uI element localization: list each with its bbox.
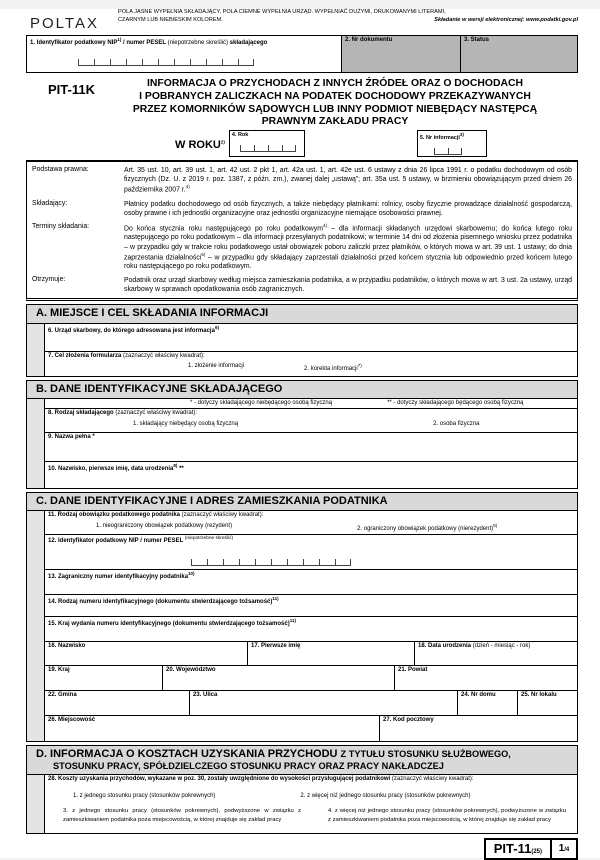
field-11-label: 11. Rodzaj obowiązku podatkowego podatnika (zaznaczyć właściwy kwadrat): [48,511,264,518]
option-koszty-1[interactable]: 1. z jednego stosunku pracy (stosunków pokrewnych) [73,792,216,799]
legal-label: Otrzymuje: [32,276,66,284]
section-d-title [27,746,577,775]
field-2-nr-dokumentu [342,36,461,72]
filling-instructions [118,9,578,24]
field-9-nazwa-pelna[interactable] [45,433,577,462]
option-osoba-fizyczna[interactable]: 2. osoba fizyczna [433,420,480,427]
field-15-label: 15. Kraj wydania numeru identyfikacyjnego (dokumentu stwierdzającego tożsamość)$^{11)}$ [48,617,296,627]
section-d [26,745,578,834]
field-1-nip-pesel[interactable] [27,36,342,72]
note-double-asterisk: ** - dotyczy składającego będącego osobą fizyczną [387,399,524,406]
field-10-label: 10. Nazwisko, pierwsze imię, data urodzenia$^{8)}$ ** [48,462,184,472]
nip-pesel-digit-comb[interactable] [78,59,338,66]
instructions-text: POLA JASNE WYPEŁNIA SKŁADAJĄCY, POLA CIEMNE WYPEŁNIA URZĄD. WYPEŁNIAĆ DUŻYMI, DRUKOWANYMI LITERAMI, CZARNYM LUB NIEBIESKIM KOLOREM. [118,9,446,23]
podatnik-id-digit-comb[interactable] [191,559,574,566]
field-9-label: 9. Nazwa pełna * [48,433,95,440]
legal-label: Podstawa prawna: [32,166,89,174]
section-d-title-line2: STOSUNKU PRACY, SPÓŁDZIELCZEGO STOSUNKU PRACY ORAZ PRACY NAKŁADCZEJ [53,761,444,772]
field-15-kraj-wydania[interactable] [45,617,577,641]
field-2-label: 2. Nr dokumentu [345,37,393,43]
field-11-rodzaj-obowiazku [45,511,577,535]
field-6-label: 6. Urząd skarbowy, do którego adresowana jest informacja$^{6)}$ [48,324,219,334]
section-c [26,492,578,742]
field-20-wojewodztwo[interactable] [163,666,395,690]
field-25-label: 25. Nr lokalu [521,691,557,698]
field-24-nr-domu[interactable] [458,691,518,715]
section-b [26,380,578,489]
legal-row-terminy [32,223,572,271]
year-digit-comb[interactable] [240,145,302,152]
legal-basis-panel [26,160,578,301]
field-1-label: 1. Identyfikator podatkowy NIP$^{1)}$ / numer PESEL (niepotrzebne skreślić) składającego [30,37,268,46]
field-17-label: 17. Pierwsze imię [251,642,301,649]
field-8-label: 8. Rodzaj składającego (zaznaczyć właściwy kwadrat): [48,409,198,416]
page-number-box [552,838,578,860]
year-row [175,130,600,157]
legal-row-podstawa [32,166,572,195]
field-26-miejscowosc[interactable] [45,716,380,741]
form-id-box [484,838,552,860]
field-28-koszty-uzyskania [45,775,577,833]
field-6-urzad-skarbowy[interactable] [45,324,577,352]
section-gutter [27,511,45,741]
field-5-label: 5. Nr informacji$^{3)}$ [419,132,464,142]
legal-text: Do końca stycznia roku następującego po roku podatkowym$^{4)}$ – dla informacji składanych urzędowi skarbowemu; do końca lutego roku następującego po roku podatkowym – dla informacji przesyłanych podatnikowi; w terminie 14 dni od złożenia pisemnego wniosku przez podatnika – w przypadku gdy w trakcie roku podatkowego ustał obowiązek poboru zaliczki przez płatników, o których mowa w art. 39 ust. 1 ustawy; do dnia zaprzestania działalności$^{5)}$ – w przypadku gdy składający zaprzestali działalności przed końcem stycznia lub odpowiednio przed końcem lutego roku następującego po roku podatkowym. [124,223,572,271]
section-b-title: B. DANE IDENTYFIKACYJNE SKŁADAJĄCEGO [27,381,577,399]
field-3-status [461,36,577,72]
section-b-notes [45,399,577,409]
option-koszty-3[interactable]: 3. z jednego stosunku pracy (stosunków pokrewnych), podwyższone w związku z zamieszkiwaniem podatnika poza miejscowością, w której znajduje się zakład pracy [63,807,301,823]
form-title-line: I POBRANYCH ZALICZKACH NA PODATEK DOCHODOWY PRZEKAZYWANYCH [139,90,531,102]
legal-text: Art. 35 ust. 10, art. 39 ust. 1, art. 42 ust. 2 pkt 1, art. 42a ust. 1, art. 42e ust. 6 ustawy z dnia 26 lipca 1991 r. o podatku dochodowym od osób fizycznych (Dz. U. z 2019 r. poz. 1387, z późn. zm.), zwanej dalej „ustawą”; art. 35a ust. 5 ustawy, w brzmieniu obowiązującym przed dniem 26 października 2007 r.$^{4)}$ [124,167,572,194]
form-id: PIT-11 [493,841,532,857]
field-22-gmina[interactable] [45,691,190,715]
field-13-zagraniczny-numer[interactable] [45,570,577,595]
field-7-cel-zlozenia [45,352,577,376]
legal-row-skladajacy [32,200,572,218]
field-10-nazwisko-imie-data[interactable] [45,462,577,488]
legal-label: Składający: [32,199,68,207]
field-22-label: 22. Gmina [48,691,77,698]
w-roku-label: W ROKU$^{2)}$ [175,139,225,152]
legal-row-otrzymuje [32,276,572,294]
page-footer [0,838,578,860]
form-title-block [0,78,600,157]
option-skladajacy-niebedacy-osoba-fizyczna[interactable]: 1. składający niebędący osobą fizyczną [133,420,239,427]
field-18-data-urodzenia[interactable] [415,642,577,665]
option-rezydent[interactable]: 1. nieograniczony obowiązek podatkowy (rezydent) [96,522,233,529]
section-d-title-line1: D. INFORMACJA O KOSZTACH UZYSKANIA PRZYCHODU Z TYTUŁU STOSUNKU SŁUŻBOWEGO, [36,747,511,760]
field-23-label: 23. Ulica [193,691,218,698]
field-13-label: 13. Zagraniczny numer identyfikacyjny podatnika$^{10)}$ [48,570,195,580]
section-gutter [27,775,45,833]
section-gutter [27,399,45,488]
field-16-label: 16. Nazwisko [48,642,86,649]
field-19-kraj[interactable] [45,666,163,690]
form-version: (25) [531,849,542,856]
form-title-line: INFORMACJA O PRZYCHODACH Z INNYCH ŹRÓDEŁ ORAZ O DOCHODACH [147,78,523,89]
option-koszty-4[interactable]: 4. z więcej niż jednego stosunku pracy (stosunków pokrewnych), podwyższone w związku z zamieszkiwaniem podatnika poza miejscowością, w której znajduje się zakład pracy [328,807,566,823]
field-20-label: 20. Województwo [166,666,216,673]
form-code: PIT-11K [48,82,95,97]
field-18-label: 18. Data urodzenia (dzień - miesiąc - rok) [418,642,531,649]
legal-text: Płatnicy podatku dochodowego od osób fizycznych, a także niebędący płatnikami: rolnicy, osoby fizyczne prowadzące działalność gospodarczą, osoby prawne i ich jednostki organizacyjne oraz jednostki organizacyjne niemające osobowości prawnej. [124,200,572,217]
efiling-note: Składanie w wersji elektronicznej: www.podatki.gov.pl [434,16,578,23]
field-21-powiat[interactable] [395,666,577,690]
section-a [26,304,578,376]
form-header [30,9,578,32]
field-12-label: 12. Identyfikator podatkowy NIP / numer PESEL $^{(niepotrzebne skreślić)}$ [48,535,234,544]
section-gutter [27,324,45,376]
field-8-rodzaj-skladajacego [45,409,577,433]
page-total: /4 [564,847,570,854]
option-korekta-informacji[interactable]: 2. korekta informacji$^{7)}$ [304,363,362,373]
field-4-rok[interactable] [229,130,305,157]
legal-text: Podatnik oraz urząd skarbowy według miejsca zamieszkania podatnika, a w przypadku podatników, o których mowa w art. 3 ust. 2a ustawy, urząd skarbowy w sprawach opodatkowania osób zagranicznych. [124,277,572,294]
field-21-label: 21. Powiat [398,666,428,673]
field-25-nr-lokalu[interactable] [518,691,577,715]
field-24-label: 24. Nr domu [461,691,496,698]
info-number-comb[interactable] [434,148,484,155]
note-asterisk: * - dotyczy składającego niebędącego osobą fizyczną [190,399,333,406]
field-16-nazwisko[interactable] [45,642,248,665]
field-12-nip-pesel-podatnika[interactable] [45,535,577,570]
option-nierezydent[interactable]: 2. ograniczony obowiązek podatkowy (nierezydent)$^{9)}$ [357,522,498,532]
field-19-label: 19. Kraj [48,666,70,673]
identifier-row [26,35,578,73]
field-28-label: 28. Koszty uzyskania przychodów, wykazane w poz. 30, zostały uwzględnione do wysokości przysługującej podatnikowi (zaznaczyć właściwy kwadrat): [48,776,474,783]
field-7-label: 7. Cel złożenia formularza (zaznaczyć właściwy kwadrat): [48,352,205,359]
option-zlozenie-informacji[interactable]: 1. złożenie informacji [188,363,245,370]
pit-11k-form-page [0,9,600,858]
page-number: 1 [558,843,565,855]
section-a-title: A. MIEJSCE I CEL SKŁADANIA INFORMACJI [27,305,577,323]
field-3-label: 3. Status [464,37,490,43]
field-14-label: 14. Rodzaj numeru identyfikacyjnego (dokumentu stwierdzającego tożsamość)$^{11)}$ [48,595,279,605]
field-23-ulica[interactable] [190,691,458,715]
legal-label: Terminy składania: [32,223,90,231]
form-title-line: PRAWNYM ZAKŁADU PRACY [261,116,409,128]
section-c-title: C. DANE IDENTYFIKACYJNE I ADRES ZAMIESZKANIA PODATNIKA [27,493,577,511]
field-5-nr-informacji[interactable] [417,130,487,157]
poltax-logo: POLTAX [30,15,99,32]
form-title [105,78,565,129]
field-27-kod-pocztowy[interactable] [380,716,577,741]
field-14-rodzaj-numeru[interactable] [45,595,577,617]
field-4-label: 4. Rok [231,132,249,139]
field-26-label: 26. Miejscowość [48,716,96,723]
option-koszty-2[interactable]: 2. z więcej niż jednego stosunku pracy (stosunków pokrewnych) [300,792,471,799]
form-title-line: PRZEZ KOMORNIKÓW SĄDOWYCH LUB INNY PODMIOT NIEBĘDĄCY NASTĘPCĄ [132,103,538,115]
field-17-pierwsze-imie[interactable] [248,642,415,665]
field-27-label: 27. Kod pocztowy [383,716,434,723]
